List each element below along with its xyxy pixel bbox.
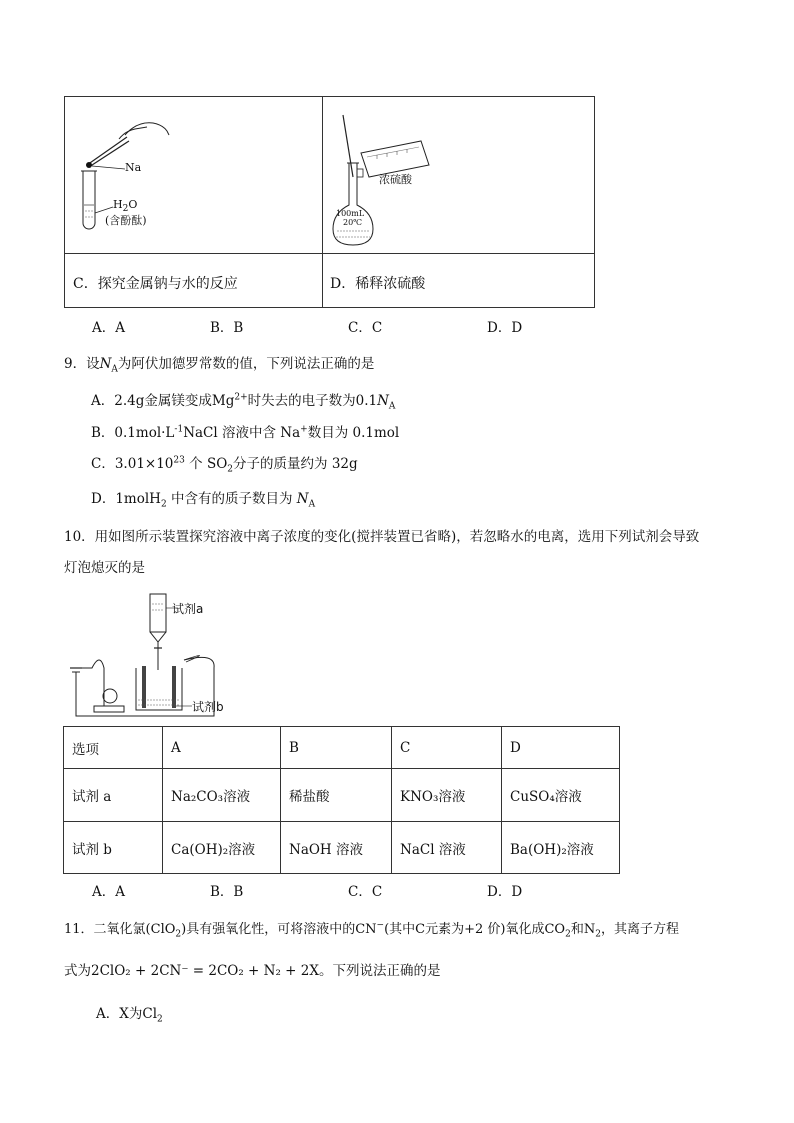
q9-option-c[interactable]: C．$3.01\times 10^{23}$ 个 $SO_2$分子的质量约为 32g (91, 455, 358, 475)
table-cell: KNO₃溶液 (392, 769, 502, 822)
q10-option-c[interactable]: C．C (348, 884, 383, 900)
table-cell: D (502, 727, 620, 769)
label-h2o: $H_2O$ (113, 198, 138, 215)
caption-d: D．稀释浓硫酸 (330, 276, 426, 292)
conductivity-apparatus-figure (64, 588, 264, 722)
dilute-acid-figure (323, 97, 596, 253)
q11-option-a[interactable]: A．X为$Cl_2$ (96, 1006, 163, 1025)
table-cell: A (163, 727, 281, 769)
table-cell: C (392, 727, 502, 769)
q10-option-a[interactable]: A．A (92, 884, 125, 900)
q10-stem-line1: 10．用如图所示装置探究溶液中离子浓度的变化(搅拌装置已省略)，若忽略水的电离，选用下列试剂会导致 (64, 529, 700, 545)
table-cell: NaCl 溶液 (392, 822, 502, 874)
table-cell: 稀盐酸 (281, 769, 392, 822)
reagent-table (63, 726, 620, 874)
q8-option-c[interactable]: C．C (348, 320, 383, 336)
q11-equation: 2ClO₂ + 2CN⁻ = 2CO₂ + N₂ + 2X (91, 963, 319, 979)
table-divider (65, 253, 594, 254)
table-cell: 试剂 b (64, 822, 163, 874)
table-row (64, 822, 620, 874)
q10-option-d[interactable]: D．D (487, 884, 523, 900)
table-cell: Ca(OH)₂溶液 (163, 822, 281, 874)
label-reagent-b: 试剂b (192, 700, 224, 714)
q9-option-b[interactable]: B．$0.1mol\cdot L^{-1}NaCl$ 溶液中含 Na+数目为 0.1mol (91, 424, 400, 441)
table-row (64, 727, 620, 769)
q10-stem-line2: 灯泡熄灭的是 (64, 560, 145, 576)
q10-option-b[interactable]: B．B (210, 884, 244, 900)
table-cell: B (281, 727, 392, 769)
label-phenolphthalein: (含酚酞) (105, 214, 147, 227)
caption-c: C．探究金属钠与水的反应 (73, 276, 238, 292)
q8-option-a[interactable]: A．A (92, 320, 125, 336)
sodium-water-figure (65, 97, 322, 253)
q8-option-b[interactable]: B．B (210, 320, 244, 336)
q9-stem: 9．设$N_A$为阿伏加德罗常数的值，下列说法正确的是 (64, 356, 375, 375)
table-cell: Na₂CO₃溶液 (163, 769, 281, 822)
q9-option-d[interactable]: D．1molH$_2$ 中含有的质子数目为 $N_A$ (91, 491, 316, 510)
table-row (64, 769, 620, 822)
label-conc-acid: 浓硫酸 (379, 173, 412, 186)
table-cell: 选项 (64, 727, 163, 769)
q11-stem-line1: 11．二氧化氯(ClO$_2$)具有强氧化性，可将溶液中的CN−(其中C元素为+2 价)氧化成$CO_2$和$N_2$，其离子方程 (64, 920, 679, 940)
label-reagent-a: 试剂a (172, 602, 204, 616)
table-cell: 试剂 a (64, 769, 163, 822)
label-na: Na (125, 161, 142, 174)
label-flask-temp: 20℃ (343, 218, 363, 227)
q9-option-a[interactable]: A．2.4g金属镁变成$Mg^{2+}$时失去的电子数为$0.1N_A$ (91, 392, 396, 412)
table-cell: Ba(OH)₂溶液 (502, 822, 620, 874)
q11-stem-line2: 式为2ClO₂ + 2CN⁻ = 2CO₂ + N₂ + 2X。下列说法正确的是 (64, 963, 441, 979)
experiment-table (64, 96, 595, 308)
table-cell: CuSO₄溶液 (502, 769, 620, 822)
label-flask-volume: 100mL (336, 209, 365, 218)
q8-option-d[interactable]: D．D (487, 320, 523, 336)
table-cell: NaOH 溶液 (281, 822, 392, 874)
